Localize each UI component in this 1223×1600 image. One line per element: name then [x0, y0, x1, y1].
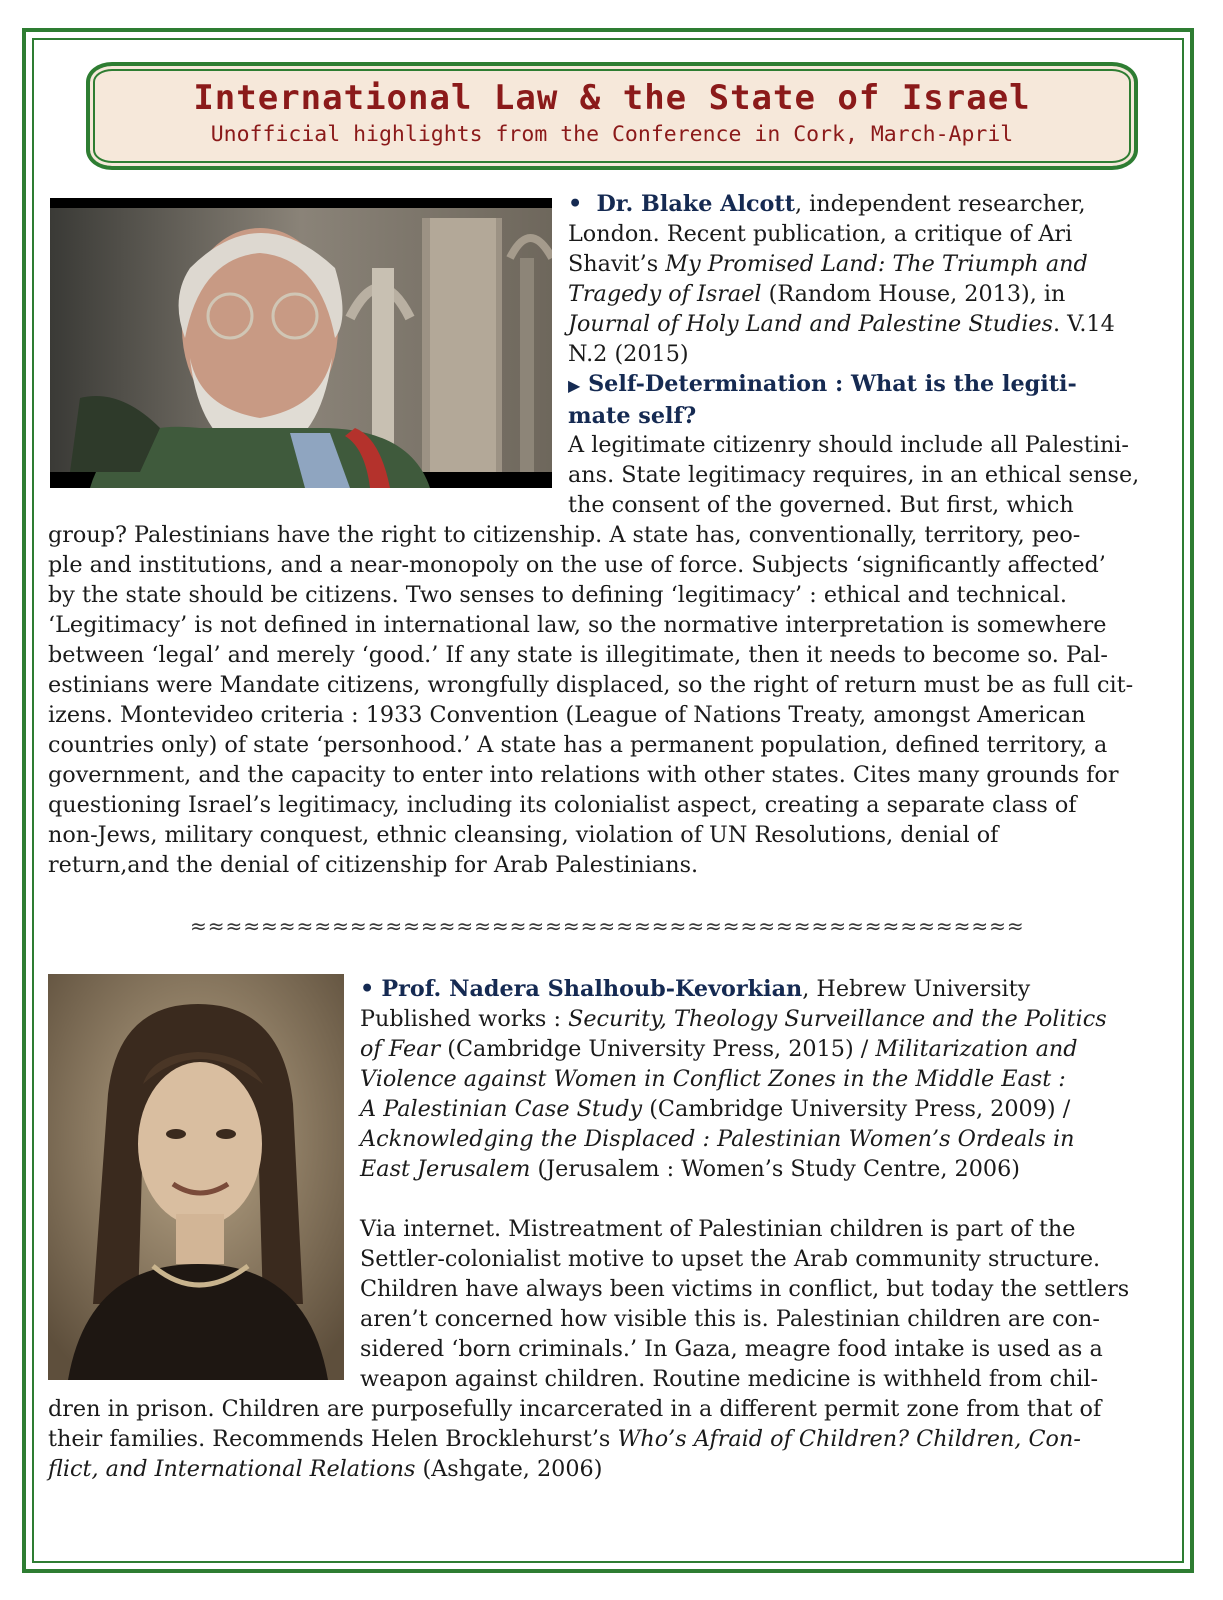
speaker1-line: N.2 (2015) [568, 341, 689, 367]
body-line: the consent of the governed. But first, which [568, 492, 1074, 518]
body-line: weapon against children. Routine medicine is withheld from chil- [360, 1366, 1099, 1392]
bullet: • [568, 191, 583, 217]
body-line: Via internet. Mistreatment of Palestinian children is part of the [360, 1216, 1076, 1242]
speaker1-text: . V.14 [1052, 311, 1115, 337]
body-line: dren in prison. Children are purposefully incarcerated in a different permit zone from that of [48, 1396, 1102, 1422]
body-line: A legitimate citizenry should include all Palestini- [568, 432, 1129, 458]
journal-title: Journal of Holy Land and Palestine Studies [568, 311, 1053, 337]
speaker1-line: London. Recent publication, a critique of Ari [568, 221, 1073, 247]
speaker1-header [568, 189, 1115, 431]
speaker2-text: (Cambridge University Press, 2009) / [642, 1096, 1071, 1122]
speaker1-affiliation: , independent researcher, [795, 191, 1086, 217]
speaker1-text: Shavit’s [568, 251, 666, 277]
book-title: East Jerusalem [360, 1156, 531, 1182]
speaker2-text: Published works : [360, 1006, 569, 1032]
topic-heading: Self-Determination : What is the legiti- [588, 371, 1077, 397]
book-title: flict, and International Relations [48, 1456, 416, 1482]
book-title: of Fear [360, 1036, 441, 1062]
speaker2-text: (Jerusalem : Women’s Study Centre, 2006) [530, 1156, 1020, 1182]
book-title: Violence against Women in Conflict Zones in the Middle East : [360, 1066, 1066, 1092]
section-divider: ≈≈≈≈≈≈≈≈≈≈≈≈≈≈≈≈≈≈≈≈≈≈≈≈≈≈≈≈≈≈≈≈≈≈≈≈≈≈≈≈≈≈≈≈≈≈≈ [190, 914, 1025, 938]
body-line: ‘Legitimacy’ is not defined in international law, so the normative interpretation is somewhere [48, 612, 1107, 638]
book-title: My Promised Land: The Triumph and [665, 251, 1088, 277]
page-subtitle: Unofficial highlights from the Conference in Cork, March-April [210, 122, 1014, 147]
speaker1-body-wrap [568, 430, 1139, 520]
triangle-icon: ▶ [568, 376, 581, 395]
speaker2-body [48, 1394, 1101, 1484]
body-line: (Ashgate, 2006) [415, 1456, 603, 1482]
body-line: estinians were Mandate citizens, wrongfully displaced, so the right of return must be as full cit- [48, 672, 1134, 698]
speaker1-body [48, 520, 1133, 880]
speaker2-text: (Cambridge University Press, 2015) / [440, 1036, 876, 1062]
body-line: government, and the capacity to enter into relations with other states. Cites many grounds for [48, 762, 1119, 788]
body-line: by the state should be citizens. Two senses to defining ‘legitimacy’ : ethical and technical. [48, 582, 1067, 608]
body-line: izens. Montevideo criteria : 1933 Convention (League of Nations Treaty, amongst American [48, 702, 1086, 728]
book-title: Acknowledging the Displaced : Palestinian Women’s Ordeals in [360, 1126, 1075, 1152]
book-title: Security, Theology Surveillance and the Politics [568, 1006, 1107, 1032]
speaker2-body-wrap [360, 1214, 1129, 1394]
book-title: Tragedy of Israel [568, 281, 762, 307]
page-title: International Law & the State of Israel [193, 78, 1031, 118]
book-title: Militarization and [875, 1036, 1078, 1062]
body-line: group? Palestinians have the right to citizenship. A state has, conventionally, territory, peo- [48, 522, 1081, 548]
body-line: Children have always been victims in conflict, but today the settlers [360, 1276, 1130, 1302]
body-line: sidered ‘born criminals.’ In Gaza, meagre food intake is used as a [360, 1336, 1103, 1362]
body-line: their families. Recommends Helen Brocklehurst’s [48, 1426, 618, 1452]
book-title: Who’s Afraid of Children? Children, Con- [617, 1426, 1081, 1452]
speaker1-text: (Random House, 2013), in [761, 281, 1066, 307]
body-line: non-Jews, military conquest, ethnic cleansing, violation of UN Resolutions, denial of [48, 822, 999, 848]
body-line: return,and the denial of citizenship for Arab Palestinians. [48, 852, 699, 878]
body-line: ple and institutions, and a near-monopoly on the use of force. Subjects ‘significantly affected’ [48, 552, 1106, 578]
body-line: ans. State legitimacy requires, in an ethical sense, [568, 462, 1140, 488]
book-title: A Palestinian Case Study [360, 1096, 643, 1122]
speaker2-affiliation: , Hebrew University [802, 976, 1031, 1002]
speaker1-photo [50, 198, 552, 488]
body-line: countries only) of state ‘personhood.’ A state has a permanent population, defined territory, a [48, 732, 1108, 758]
body-line: Settler-colonialist motive to upset the Arab community structure. [360, 1246, 1101, 1272]
bullet: • [360, 976, 375, 1002]
speaker1-name: Dr. Blake Alcott [596, 191, 795, 217]
title-banner [86, 62, 1138, 170]
body-line: between ‘legal’ and merely ‘good.’ If any state is illegitimate, then it needs to become so. Pal- [48, 642, 1108, 668]
speaker2-photo [48, 974, 344, 1380]
speaker2-header [360, 974, 1107, 1184]
body-line: questioning Israel’s legitimacy, including its colonialist aspect, creating a separate class of [48, 792, 1077, 818]
topic-heading-cont: mate self? [568, 403, 697, 429]
speaker2-name: Prof. Nadera Shalhoub-Kevorkian [381, 976, 803, 1002]
body-line: aren’t concerned how visible this is. Palestinian children are con- [360, 1306, 1100, 1332]
